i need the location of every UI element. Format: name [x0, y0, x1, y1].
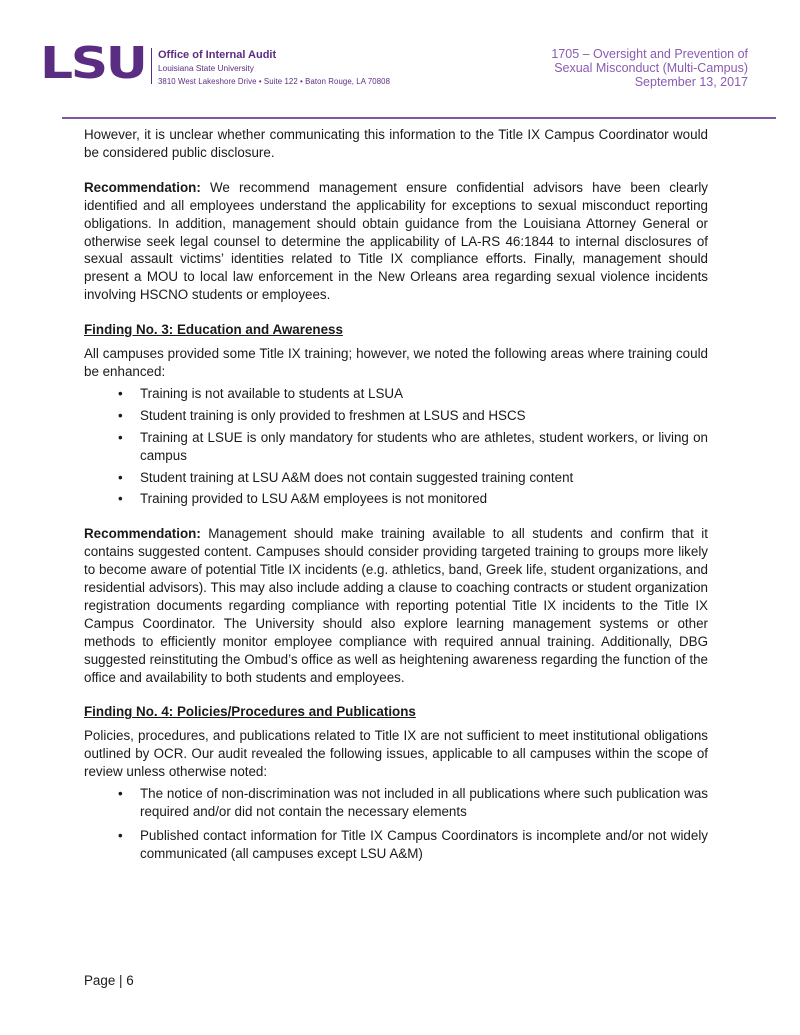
document-info	[551, 47, 748, 89]
recommendation-1	[84, 179, 708, 304]
doc-date: September 13, 2017	[634, 75, 748, 89]
bullet-icon: •	[118, 469, 123, 485]
bullet-icon: •	[118, 491, 123, 507]
office-name: Office of Internal Audit	[158, 49, 277, 61]
list-item: • Student training at LSU A&M does not contain suggested training content	[118, 469, 574, 485]
bullet-icon: •	[118, 385, 123, 401]
recommendation-label: Recommendation:	[84, 179, 201, 195]
bullet-icon: •	[118, 429, 123, 445]
finding-4-list	[84, 785, 708, 863]
list-item: • Training is not available to students at LSUA	[118, 385, 404, 401]
list-item: • The notice of non-discrimination was not included in all publications where such publication was required and/or did not contain the necessary elements	[118, 786, 708, 819]
page-content	[84, 126, 708, 880]
page-number: Page | 6	[84, 973, 134, 988]
bullet-icon: •	[118, 407, 123, 423]
recommendation-2	[84, 525, 708, 686]
doc-title-line2: Sexual Misconduct (Multi-Campus)	[554, 61, 748, 75]
list-item: • Training at LSUE is only mandatory for students who are athletes, student workers, or living on campus	[118, 429, 708, 463]
doc-title-line1: 1705 – Oversight and Prevention of	[551, 47, 748, 61]
finding-3-heading: Finding No. 3: Education and Awareness	[84, 322, 343, 338]
page-header	[0, 0, 800, 120]
bullet-icon: •	[118, 786, 123, 802]
office-block	[158, 49, 390, 88]
finding-3-intro: All campuses provided some Title IX training; however, we noted the following areas where training could be enhanced:	[84, 346, 708, 379]
finding-4-heading: Finding No. 4: Policies/Procedures and Publications	[84, 704, 416, 720]
list-item: • Student training is only provided to freshmen at LSUS and HSCS	[118, 407, 526, 423]
lsu-logo: LSU	[40, 38, 146, 89]
list-item: • Training provided to LSU A&M employees is not monitored	[118, 491, 488, 507]
office-address: 3810 West Lakeshore Drive • Suite 122 • Baton Rouge, LA 70808	[158, 77, 391, 86]
intro-paragraph: However, it is unclear whether communicating this information to the Title IX Campus Coordinator would be considered public disclosure.	[84, 127, 708, 160]
header-rule	[62, 117, 776, 119]
finding-3-list	[84, 385, 708, 508]
finding-4-intro: Policies, procedures, and publications related to Title IX are not sufficient to meet institutional obligations outlined by OCR. Our audit revealed the following issues, applicable to all campuses within the scope of review unless otherwise noted:	[84, 728, 708, 780]
bullet-icon: •	[118, 827, 123, 843]
logo-divider	[151, 48, 152, 84]
recommendation-text: We recommend management ensure confidential advisors have been clearly identified and all employees understand the applicability for exceptions to sexual misconduct reporting obligations. In addition, management should obtain guidance from the Louisiana Attorney General or otherwise seek legal counsel to determine the applicability of LA-RS 46:1844 to internal disclosures of sexual assault victims’ identities related to Title IX compliance efforts. Finally, management should present a MOU to local law enforcement in the New Orleans area regarding sexual violence incidents involving HSCNO students or employees.	[84, 179, 708, 303]
university-name: Louisiana State University	[158, 63, 254, 73]
recommendation-text: Management should make training available to all students and confirm that it contains suggested content. Campuses should consider providing targeted training to groups more likely to become aware of potential Title IX incidents (e.g. athletics, band, Greek life, student organizations, and residential advisors). This may also include adding a clause to coaching contracts or student organization registration documents regarding compliance with reporting potential Title IX incidents to the Title IX Campus Coordinator. The University should also explore learning management systems or other methods to efficiently monitor employee compliance with required annual training. Additionally, DBG suggested reinstituting the Ombud’s office as well as heightening awareness regarding the function of the office and availability to both students and employees.	[84, 526, 708, 685]
list-item: • Published contact information for Title IX Campus Coordinators is incomplete and/or not widely communicated (all campuses except LSU A&M)	[118, 827, 708, 861]
recommendation-label: Recommendation:	[84, 526, 201, 542]
